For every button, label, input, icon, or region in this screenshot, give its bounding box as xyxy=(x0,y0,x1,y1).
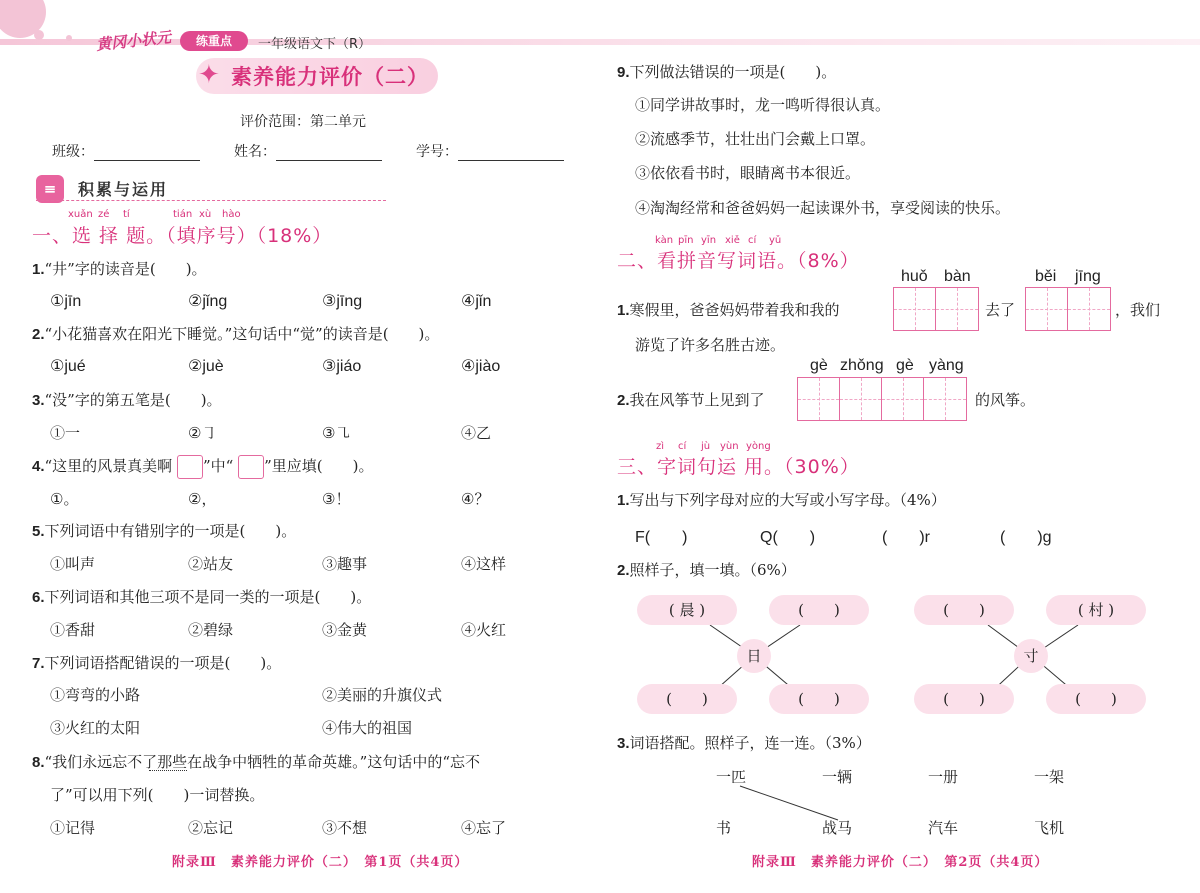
pinyin-label: xù xyxy=(199,209,212,220)
fill-line2: 游览了许多名胜古迹。 xyxy=(635,336,786,354)
pinyin-label: yǔ xyxy=(769,235,782,246)
option[interactable]: ③jīng xyxy=(322,293,363,310)
pinyin-label: cí xyxy=(678,441,687,452)
pinyin-label: zhǒng xyxy=(840,357,884,374)
radical-pill: ( 晨 ) xyxy=(637,595,737,625)
match-top-item[interactable]: 一架 xyxy=(1034,768,1065,786)
option[interactable]: ③火红的太阳 xyxy=(50,719,141,737)
id-label: 学号： xyxy=(416,144,458,160)
option[interactable]: ③不想 xyxy=(322,819,368,837)
pinyin-label: yùn xyxy=(720,441,739,452)
part1-heading: 一、选 择 题。（填序号）（18%） xyxy=(32,225,333,247)
pinyin-label: xuǎn xyxy=(68,209,93,220)
option[interactable]: ②忘记 xyxy=(188,819,234,837)
decor-bubble xyxy=(66,35,72,41)
question-9: 9.下列做法错误的一项是( )。 xyxy=(617,63,837,81)
option[interactable]: ②站友 xyxy=(188,555,234,573)
fill-text: 的风筝。 xyxy=(975,391,1036,409)
option[interactable]: ①jīn xyxy=(50,293,82,310)
question-2: 2.“小花猫喜欢在阳光下睡觉。”这句话中“觉”的读音是( )。 xyxy=(32,325,440,343)
option[interactable]: ①。 xyxy=(50,490,79,508)
pinyin-label: tián xyxy=(173,209,193,220)
writing-grid[interactable] xyxy=(893,287,979,331)
pinyin-label: gè xyxy=(896,357,914,374)
class-label: 班级： xyxy=(52,144,94,160)
pinyin-label: hào xyxy=(222,209,241,220)
letter-blank[interactable]: ( )r xyxy=(882,529,930,546)
class-field[interactable] xyxy=(52,141,200,161)
option[interactable]: ①记得 xyxy=(50,819,96,837)
pinyin-label: yīn xyxy=(701,235,717,246)
section-title: 积累与运用 xyxy=(78,180,169,199)
option[interactable]: ②流感季节，壮壮出门会戴上口罩。 xyxy=(635,130,876,148)
radical-pill[interactable]: ( ) xyxy=(914,595,1014,625)
option[interactable]: ④淘淘经常和爸爸妈妈一起读课外书，享受阅读的快乐。 xyxy=(635,199,1011,217)
option[interactable]: ②jǐng xyxy=(188,293,228,310)
pinyin-label: zé xyxy=(98,209,110,220)
id-field[interactable] xyxy=(416,141,564,161)
pinyin-label: yòng xyxy=(746,441,771,452)
class-input-line[interactable] xyxy=(94,146,200,161)
option[interactable]: ③㇈ xyxy=(322,424,351,442)
option[interactable]: ④？ xyxy=(461,490,490,508)
pinyin-label: yàng xyxy=(929,357,964,374)
footer-left: 附录Ⅲ 素养能力评价（二） 第1页（共4页） xyxy=(172,855,469,870)
match-top-item[interactable]: 一匹 xyxy=(716,768,747,786)
question-1: 1.“井”字的读音是( )。 xyxy=(32,260,207,278)
question-5: 5.下列词语中有错别字的一项是( )。 xyxy=(32,522,297,540)
option[interactable]: ③趣事 xyxy=(322,555,368,573)
option[interactable]: ④jiào xyxy=(461,358,501,375)
fill-text: ，我们 xyxy=(1115,301,1161,319)
option[interactable]: ①jué xyxy=(50,358,86,375)
option[interactable]: ③金黄 xyxy=(322,621,368,639)
pinyin-label: huǒ xyxy=(901,268,928,285)
section-divider xyxy=(36,200,386,201)
radical-pill[interactable]: ( ) xyxy=(914,684,1014,714)
page-title: 素养能力评价（二） xyxy=(231,65,429,89)
pinyin-label: bàn xyxy=(944,268,971,285)
option[interactable]: ③jiáo xyxy=(322,358,362,375)
scope-label: 评价范围：第二单元 xyxy=(240,114,366,130)
part2-heading: 二、看拼音写词语。（8%） xyxy=(617,250,860,272)
pinyin-label: jīng xyxy=(1075,268,1101,285)
question-7: 7.下列词语搭配错误的一项是( )。 xyxy=(32,654,282,672)
brand-logo: 黄冈小状元 xyxy=(95,28,172,54)
option[interactable]: ②碧绿 xyxy=(188,621,234,639)
letters-question: 1.写出与下列字母对应的大写或小写字母。（4%） xyxy=(617,491,946,509)
letter-blank[interactable]: ( )g xyxy=(1000,529,1052,546)
option[interactable]: ①叫声 xyxy=(50,555,96,573)
center-char: 日 xyxy=(737,639,771,673)
pinyin-label: běi xyxy=(1035,268,1057,285)
pinyin-label: kàn xyxy=(655,235,674,246)
pinyin-label: tí xyxy=(123,209,130,220)
option[interactable]: ①同学讲故事时，龙一鸣听得很认真。 xyxy=(635,96,891,114)
decor-bubble xyxy=(34,30,44,40)
option[interactable]: ④jǐn xyxy=(461,293,492,310)
match-bottom-item[interactable]: 汽车 xyxy=(928,819,959,837)
option[interactable]: ②美丽的升旗仪式 xyxy=(322,686,443,704)
option[interactable]: ①弯弯的小路 xyxy=(50,686,141,704)
radical-question: 2.照样子，填一填。（6%） xyxy=(617,561,796,579)
name-input-line[interactable] xyxy=(276,146,382,161)
question-6: 6.下列词语和其他三项不是同一类的一项是( )。 xyxy=(32,588,372,606)
part3-heading: 三、字词句运 用。（30%） xyxy=(617,456,860,478)
question-4: 4.“这里的风景真美啊 ”中“ ”里应填( )。 xyxy=(32,455,373,479)
letter-blank[interactable]: F( ) xyxy=(635,529,688,546)
match-bottom-item[interactable]: 战马 xyxy=(822,819,853,837)
match-bottom-item[interactable]: 书 xyxy=(716,819,732,837)
radical-pill[interactable]: ( ) xyxy=(1046,684,1146,714)
answer-box[interactable] xyxy=(177,455,203,479)
option[interactable]: ④乙 xyxy=(461,424,492,442)
question-3: 3.“没”字的第五笔是( )。 xyxy=(32,391,222,409)
writing-grid[interactable] xyxy=(797,377,967,421)
radical-pill[interactable]: ( ) xyxy=(637,684,737,714)
book-icon: ≡ xyxy=(36,175,64,203)
option[interactable]: ①一 xyxy=(50,424,81,442)
option[interactable]: ③依依看书时，眼睛离书本很近。 xyxy=(635,164,861,182)
option[interactable]: ④火红 xyxy=(461,621,507,639)
fill-text: 去了 xyxy=(985,301,1016,319)
name-field[interactable] xyxy=(234,141,382,161)
radical-pill[interactable]: ( ) xyxy=(769,595,869,625)
letter-blank[interactable]: Q( ) xyxy=(760,529,816,546)
pinyin-label: gè xyxy=(810,357,828,374)
match-top-item[interactable]: 一辆 xyxy=(822,768,853,786)
pinyin-label: pīn xyxy=(678,235,694,246)
option[interactable]: ①香甜 xyxy=(50,621,96,639)
answer-box[interactable] xyxy=(238,455,264,479)
option[interactable]: ④这样 xyxy=(461,555,507,573)
pinyin-label: zì xyxy=(656,441,665,452)
radical-pill: ( 村 ) xyxy=(1046,595,1146,625)
radical-pill[interactable]: ( ) xyxy=(769,684,869,714)
match-bottom-item[interactable]: 飞机 xyxy=(1034,819,1065,837)
fill-question-2: 2.我在风筝节上见到了 xyxy=(617,391,765,409)
pinyin-label: cí xyxy=(748,235,757,246)
wavy-underline xyxy=(149,770,187,771)
footer-right: 附录Ⅲ 素养能力评价（二） 第2页（共4页） xyxy=(752,855,1049,870)
rocket-icon: ✦ xyxy=(198,60,220,90)
pinyin-label: jù xyxy=(701,441,711,452)
option[interactable]: ④忘了 xyxy=(461,819,507,837)
match-top-item[interactable]: 一册 xyxy=(928,768,959,786)
match-question: 3.词语搭配。照样子，连一连。（3%） xyxy=(617,734,871,752)
grade-label: 一年级语文下（R） xyxy=(258,37,372,52)
writing-grid[interactable] xyxy=(1025,287,1111,331)
name-label: 姓名： xyxy=(234,144,276,160)
center-char: 寸 xyxy=(1014,639,1048,673)
question-8-line2: 了”可以用下列( )一词替换。 xyxy=(50,786,265,804)
option[interactable]: ④伟大的祖国 xyxy=(322,719,413,737)
option[interactable]: ②， xyxy=(188,490,217,508)
question-8: 8.“我们永远忘不了那些在战争中牺牲的革命英雄。”这句话中的“忘不 xyxy=(32,753,481,771)
id-input-line[interactable] xyxy=(458,146,564,161)
tag-badge: 练重点 xyxy=(180,31,248,51)
option[interactable]: ②juè xyxy=(188,358,224,375)
fill-question-1: 1.寒假里，爸爸妈妈带着我和我的 xyxy=(617,301,840,319)
pinyin-label: xiě xyxy=(725,235,740,246)
option[interactable]: ②㇆ xyxy=(188,424,217,442)
option[interactable]: ③！ xyxy=(322,490,351,508)
